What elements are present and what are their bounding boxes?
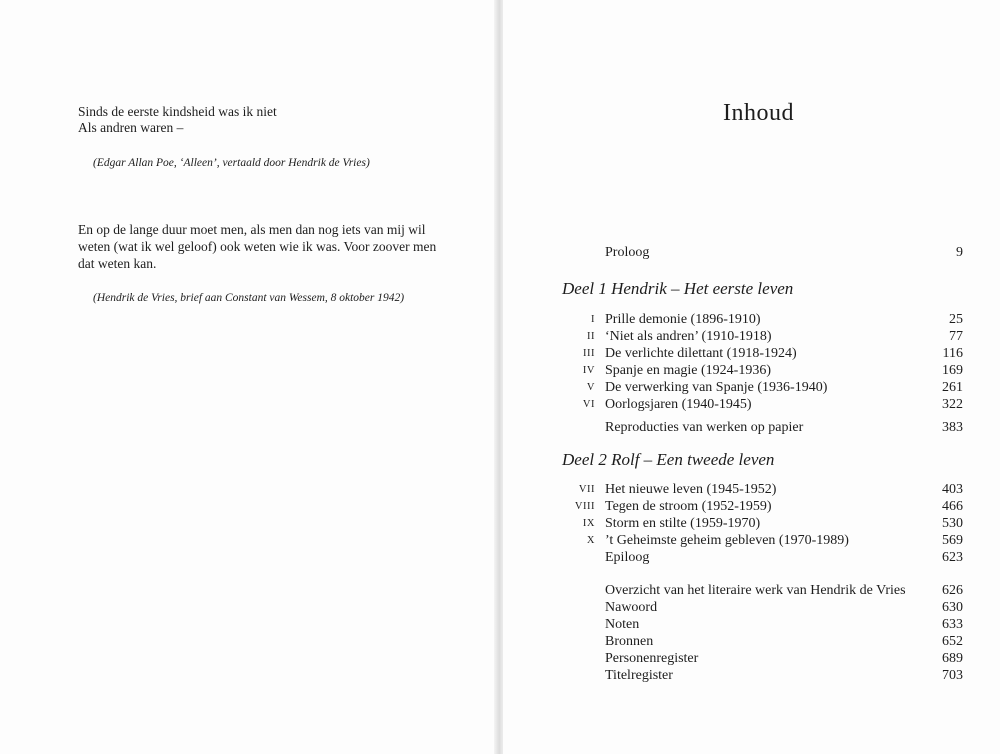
toc-entry-label: De verwerking van Spanje (1936-1940) (605, 380, 828, 395)
toc-entry-page: 703 (942, 668, 963, 683)
toc-entry-label: ’t Geheimste geheim gebleven (1970-1989) (605, 533, 849, 548)
toc-entry (503, 516, 963, 533)
chapter-number: I (591, 314, 595, 325)
toc-entry-label: Het nieuwe leven (1945-1952) (605, 482, 777, 497)
toc-entry-backmatter (503, 617, 963, 634)
epigraph-line: En op de lange duur moet men, als men dan nog iets van mij wil (78, 222, 426, 237)
epigraph-citation: (Edgar Allan Poe, ‘Alleen’, vertaald door Hendrik de Vries) (93, 157, 370, 169)
epigraph-line: Sinds de eerste kindsheid was ik niet (78, 104, 277, 119)
epigraph-line: weten (wat ik wel geloof) ook weten wie ik was. Voor zoover men (78, 239, 437, 254)
toc-entry-page: 169 (942, 363, 963, 378)
toc-entry-label: Titelregister (605, 668, 673, 683)
toc-entry-label: De verlichte dilettant (1918-1924) (605, 346, 797, 361)
toc-entry-page: 569 (942, 533, 963, 548)
toc-entry-backmatter (503, 600, 963, 617)
toc-entry-label: Reproducties van werken op papier (605, 420, 804, 435)
toc-entry-page: 383 (942, 420, 963, 435)
toc-entry-page: 322 (942, 397, 963, 412)
toc-entry-label: Storm en stilte (1959-1970) (605, 516, 761, 531)
right-page (503, 0, 1000, 754)
toc-entry-page: 630 (942, 600, 963, 615)
part-heading: Deel 1 Hendrik – Het eerste leven (562, 279, 794, 298)
left-page (0, 0, 497, 754)
toc-entry-label: Nawoord (605, 600, 658, 615)
toc-entry-page: 116 (942, 346, 963, 361)
toc-entry-label: Spanje en magie (1924-1936) (605, 363, 772, 378)
toc-entry (503, 397, 963, 414)
chapter-number: X (586, 535, 595, 546)
chapter-number: IV (582, 365, 595, 376)
chapter-number: VIII (574, 501, 595, 512)
toc-entry-page: 261 (942, 380, 963, 395)
toc-entry-label: ‘Niet als andren’ (1910-1918) (605, 329, 772, 344)
toc-entry-label: Bronnen (605, 634, 654, 649)
toc-entry-label: Personenregister (605, 651, 699, 666)
toc-entry-page: 403 (942, 482, 963, 497)
toc-entry (503, 312, 963, 329)
toc-entry-backmatter (503, 583, 963, 600)
page-title: Inhoud (723, 100, 794, 126)
toc-entry-prologue (503, 245, 963, 262)
chapter-number: V (586, 382, 595, 393)
toc-entry-page: 623 (942, 550, 963, 565)
toc-entry-backmatter (503, 651, 963, 668)
chapter-number: VI (582, 399, 595, 410)
toc-entry-label: Overzicht van het literaire werk van Hendrik de Vries (605, 583, 906, 598)
toc-entry-page: 9 (956, 245, 963, 260)
toc-entry (503, 329, 963, 346)
epigraph-line: Als andren waren – (78, 120, 184, 135)
toc-entry-page: 77 (949, 329, 963, 344)
toc-entry-label: Epiloog (605, 550, 650, 565)
epigraph-citation: (Hendrik de Vries, brief aan Constant van Wessem, 8 oktober 1942) (93, 292, 405, 304)
toc-entry-page: 652 (942, 634, 963, 649)
toc-entry (503, 482, 963, 499)
chapter-number: VII (578, 484, 595, 495)
toc-entry (503, 499, 963, 516)
toc-entry-page: 466 (942, 499, 963, 514)
toc-entry-reproductions (503, 420, 963, 437)
toc-entry-page: 633 (942, 617, 963, 632)
toc-entry-label: Proloog (605, 245, 650, 260)
chapter-number: IX (582, 518, 595, 529)
toc-entry-label: Noten (605, 617, 640, 632)
toc-entry (503, 380, 963, 397)
toc-entry-page: 626 (942, 583, 963, 598)
chapter-number: III (583, 348, 595, 359)
toc-entry-epilogue (503, 550, 963, 567)
toc-entry-label: Tegen de stroom (1952-1959) (605, 499, 772, 514)
toc-entry-page: 689 (942, 651, 963, 666)
toc-entry (503, 533, 963, 550)
toc-entry-label: Oorlogsjaren (1940-1945) (605, 397, 752, 412)
toc-entry-page: 25 (949, 312, 963, 327)
toc-entry-page: 530 (942, 516, 963, 531)
toc-entry-backmatter (503, 668, 963, 685)
chapter-number: II (587, 331, 595, 342)
toc-entry-backmatter (503, 634, 963, 651)
epigraph-line: dat weten kan. (78, 256, 157, 271)
part-heading: Deel 2 Rolf – Een tweede leven (562, 450, 775, 469)
toc-entry (503, 346, 963, 363)
toc-entry-label: Prille demonie (1896-1910) (605, 312, 761, 327)
toc-entry (503, 363, 963, 380)
